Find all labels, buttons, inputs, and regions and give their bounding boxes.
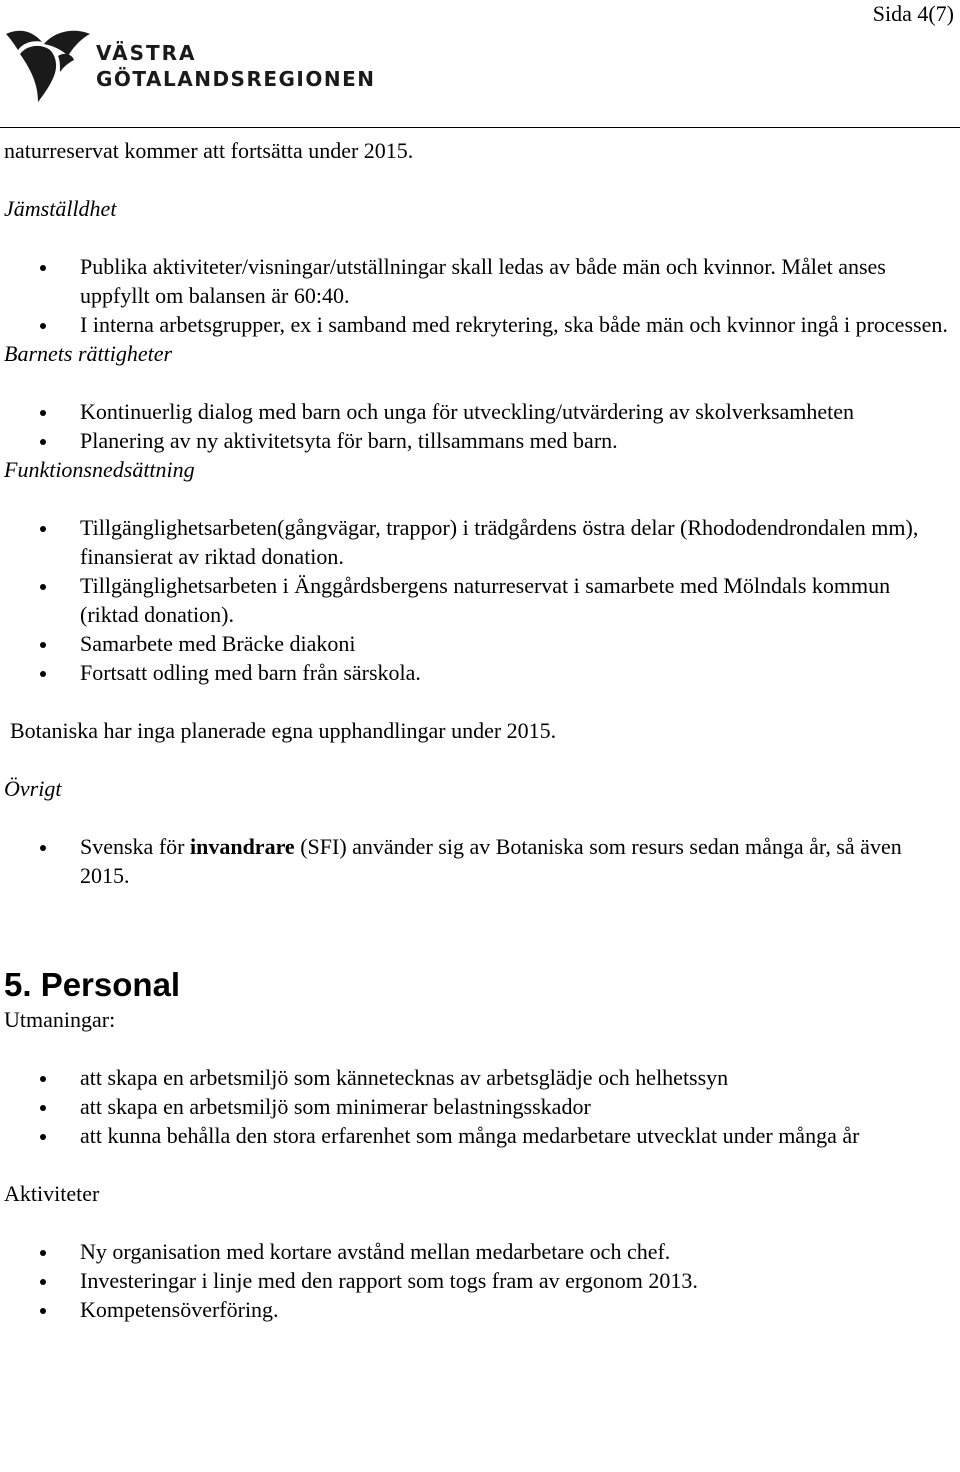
list-item: Samarbete med Bräcke diakoni [4, 629, 954, 658]
list-item: att kunna behålla den stora erfarenhet som många medarbetare utvecklat under många år [4, 1121, 954, 1150]
bullet-icon [40, 1105, 46, 1111]
vgr-logo [4, 26, 394, 106]
section-heading-personal: 5. Personal [4, 966, 181, 1003]
list-item: Publika aktiviteter/visningar/utställningar skall ledas av både män och kvinnor. Målet anses uppfyllt om balansen är 60:40. [4, 252, 954, 310]
page-number: Sida 4(7) [872, 1, 954, 26]
heading-utmaningar: Utmaningar: [4, 1007, 116, 1032]
list-ovrigt [4, 832, 954, 890]
logo-line1: VÄSTRA [96, 41, 197, 65]
intro-paragraph: naturreservat kommer att fortsätta under 2015. [4, 138, 414, 163]
list-item: Kontinuerlig dialog med barn och unga för utveckling/utvärdering av skolverksamheten [4, 397, 954, 426]
bullet-icon [40, 1279, 46, 1285]
list-item: att skapa en arbetsmiljö som minimerar belastningsskador [4, 1092, 954, 1121]
list-item: Tillgänglighetsarbeten(gångvägar, trappor) i trädgårdens östra delar (Rhododendrondalen mm), finansierat av riktad donation. [4, 513, 954, 571]
bullet-icon [40, 1250, 46, 1256]
bullet-icon [40, 410, 46, 416]
document-body [4, 136, 954, 1324]
list-item: Kompetensöverföring. [4, 1295, 954, 1324]
bullet-icon [40, 671, 46, 677]
list-item: Planering av ny aktivitetsyta för barn, tillsammans med barn. [4, 426, 954, 455]
bullet-icon [40, 526, 46, 532]
header-divider [0, 127, 960, 128]
list-item: Svenska för invandrare (SFI) använder sig av Botaniska som resurs sedan många år, så även 2015. [4, 832, 954, 890]
bullet-icon [40, 1134, 46, 1140]
heading-jamstalldhet: Jämställdhet [4, 196, 117, 221]
list-aktiviteter [4, 1237, 954, 1324]
list-item: I interna arbetsgrupper, ex i samband med rekrytering, ska både män och kvinnor ingå i processen. [4, 310, 954, 339]
bullet-icon [40, 845, 46, 851]
bullet-icon [40, 1076, 46, 1082]
heading-ovrigt: Övrigt [4, 776, 62, 801]
list-funktionsnedsattning [4, 513, 954, 687]
bullet-icon [40, 1308, 46, 1314]
list-item: Investeringar i linje med den rapport som togs fram av ergonom 2013. [4, 1266, 954, 1295]
list-item: Fortsatt odling med barn från särskola. [4, 658, 954, 687]
heading-funktionsnedsattning: Funktionsnedsättning [4, 457, 195, 482]
bullet-icon [40, 642, 46, 648]
upphandling-paragraph: Botaniska har inga planerade egna upphandlingar under 2015. [10, 718, 557, 743]
vgr-logo-icon [4, 26, 92, 106]
list-item: Ny organisation med kortare avstånd mellan medarbetare och chef. [4, 1237, 954, 1266]
list-barnets-rattigheter [4, 397, 954, 455]
bullet-icon [40, 265, 46, 271]
list-item: Tillgänglighetsarbeten i Änggårdsbergens naturreservat i samarbete med Mölndals kommun (riktad donation). [4, 571, 954, 629]
bullet-icon [40, 439, 46, 445]
logo-line2: GÖTALANDSREGIONEN [96, 67, 376, 91]
heading-aktiviteter: Aktiviteter [4, 1181, 100, 1206]
bullet-icon [40, 323, 46, 329]
bullet-icon [40, 584, 46, 590]
list-jamstalldhet [4, 252, 954, 339]
heading-barnets-rattigheter: Barnets rättigheter [4, 341, 173, 366]
list-utmaningar [4, 1063, 954, 1150]
list-item: att skapa en arbetsmiljö som kännetecknas av arbetsglädje och helhetssyn [4, 1063, 954, 1092]
